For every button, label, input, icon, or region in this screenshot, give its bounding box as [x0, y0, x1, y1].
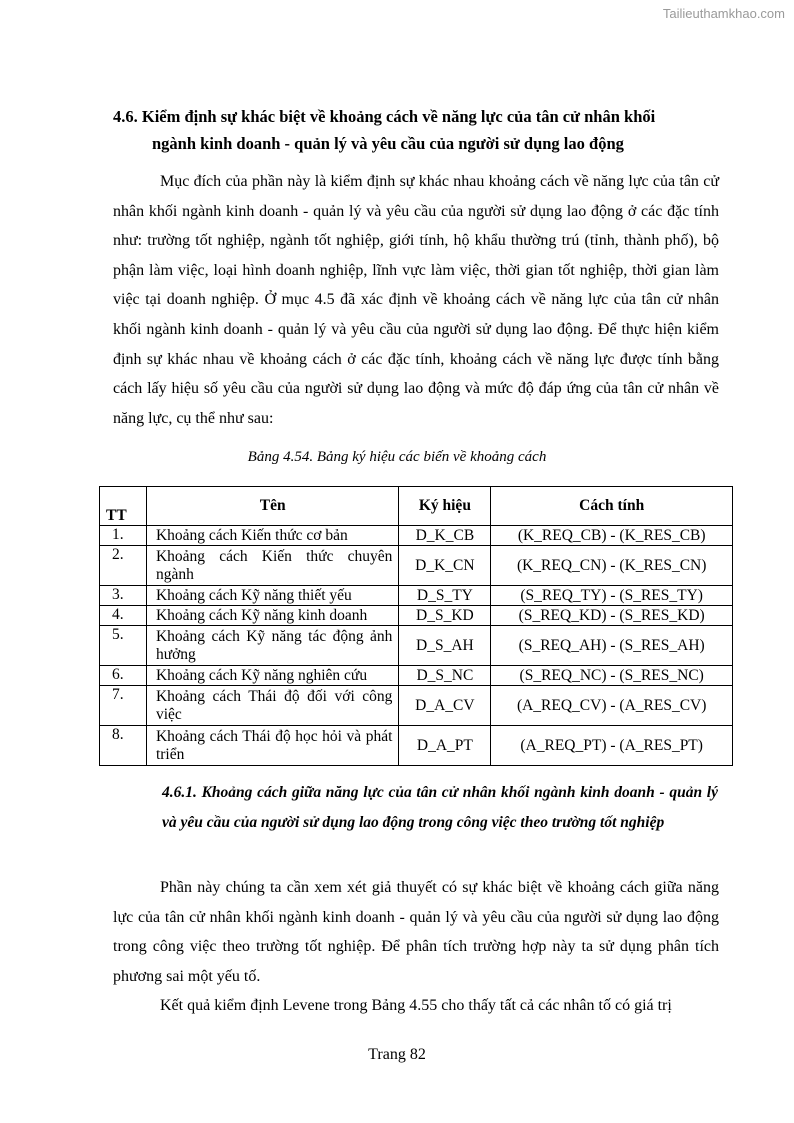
cell-name: Khoảng cách Thái độ học hỏi và phát triển: [146, 726, 398, 766]
cell-tt: 6.: [100, 666, 147, 686]
cell-tt: 4.: [100, 606, 147, 626]
table-row: [100, 526, 733, 546]
paragraph-hypothesis: Phần này chúng ta cần xem xét giả thuyết có sự khác biệt về khoảng cách giữa năng lực của tân cử nhân khối ngành kinh doanh - quản lý và yêu cầu của người sử dụng lao động trong công việc theo trường tốt nghiệp. Để phân tích trường hợp này ta sử dụng phân tích phương sai một yếu tố.: [113, 879, 719, 985]
header-formula: Cách tính: [491, 487, 733, 526]
header-name: Tên: [146, 487, 398, 526]
section-heading: [113, 103, 719, 157]
cell-tt: 2.: [100, 546, 147, 586]
cell-formula: (S_REQ_NC) - (S_RES_NC): [491, 666, 733, 686]
cell-name: Khoảng cách Kỹ năng thiết yếu: [146, 586, 398, 606]
table-row: [100, 726, 733, 766]
cell-symbol: D_A_CV: [399, 686, 491, 726]
cell-name: Khoảng cách Kỹ năng tác động ảnh hưởng: [146, 626, 398, 666]
watermark: Tailieuthamkhao.com: [662, 6, 785, 21]
cell-formula: (K_REQ_CB) - (K_RES_CB): [491, 526, 733, 546]
section-number: 4.6.: [113, 107, 138, 126]
cell-symbol: D_A_PT: [399, 726, 491, 766]
cell-symbol: D_S_AH: [399, 626, 491, 666]
cell-formula: (S_REQ_AH) - (S_RES_AH): [491, 626, 733, 666]
table-header-row: [100, 487, 733, 526]
cell-name: Khoảng cách Kiến thức cơ bản: [146, 526, 398, 546]
page-number: Trang 82: [368, 1046, 426, 1063]
cell-name: Khoảng cách Kỹ năng kinh doanh: [146, 606, 398, 626]
cell-symbol: D_K_CB: [399, 526, 491, 546]
cell-formula: (S_REQ_KD) - (S_RES_KD): [491, 606, 733, 626]
cell-tt: 1.: [100, 526, 147, 546]
table-row: [100, 626, 733, 666]
intro-paragraph: Mục đích của phần này là kiểm định sự khác nhau khoảng cách về năng lực của tân cử nhân khối ngành kinh doanh - quản lý và yêu cầu của người sử dụng lao động ở các đặc tính như: trường tốt nghiệp, ngành tốt nghiệp, giới tính, hộ khẩu thường trú (tỉnh, thành phố), bộ phận làm việc, loại hình doanh nghiệp, lĩnh vực làm việc, thời gian tốt nghiệp, thời gian làm việc tại doanh nghiệp. Ở mục 4.5 đã xác định về khoảng cách về năng lực của tân cử nhân khối ngành kinh doanh - quản lý và yêu cầu của người sử dụng lao động. Để thực hiện kiểm định sự khác nhau về khoảng cách ở các đặc tính, khoảng cách về năng lực được tính bằng cách lấy hiệu số yêu cầu của người sử dụng lao động và mức độ đáp ứng của tân cử nhân về năng lực, cụ thể như sau:: [113, 173, 719, 427]
cell-formula: (K_REQ_CN) - (K_RES_CN): [491, 546, 733, 586]
table-row: [100, 586, 733, 606]
variables-table: [99, 486, 733, 766]
cell-symbol: D_K_CN: [399, 546, 491, 586]
subsection-heading: 4.6.1. Khoảng cách giữa năng lực của tân cử nhân khối ngành kinh doanh - quản lý và yêu cầu của người sử dụng lao động trong công việc theo trường tốt nghiệp: [162, 784, 718, 831]
cell-symbol: D_S_NC: [399, 666, 491, 686]
cell-tt: 5.: [100, 626, 147, 666]
cell-symbol: D_S_TY: [399, 586, 491, 606]
cell-name: Khoảng cách Kỹ năng nghiên cứu: [146, 666, 398, 686]
cell-formula: (S_REQ_TY) - (S_RES_TY): [491, 586, 733, 606]
paragraph-levene: Kết quả kiểm định Levene trong Bảng 4.55 cho thấy tất cả các nhân tố có giá trị: [160, 997, 672, 1014]
cell-formula: (A_REQ_PT) - (A_RES_PT): [491, 726, 733, 766]
cell-formula: (A_REQ_CV) - (A_RES_CV): [491, 686, 733, 726]
header-tt: TT: [100, 487, 147, 526]
cell-tt: 3.: [100, 586, 147, 606]
table-row: [100, 606, 733, 626]
table-row: [100, 666, 733, 686]
table-row: [100, 686, 733, 726]
cell-name: Khoảng cách Thái độ đối với công việc: [146, 686, 398, 726]
cell-tt: 7.: [100, 686, 147, 726]
cell-name: Khoảng cách Kiến thức chuyên ngành: [146, 546, 398, 586]
table-row: [100, 546, 733, 586]
cell-symbol: D_S_KD: [399, 606, 491, 626]
section-title-line1: Kiểm định sự khác biệt về khoảng cách về năng lực của tân cử nhân khối: [141, 107, 656, 126]
section-title-line2: ngành kinh doanh - quản lý và yêu cầu của người sử dụng lao động: [152, 134, 624, 153]
cell-tt: 8.: [100, 726, 147, 766]
header-symbol: Ký hiệu: [399, 487, 491, 526]
table-caption: Bảng 4.54. Bảng ký hiệu các biến về khoảng cách: [247, 449, 547, 465]
